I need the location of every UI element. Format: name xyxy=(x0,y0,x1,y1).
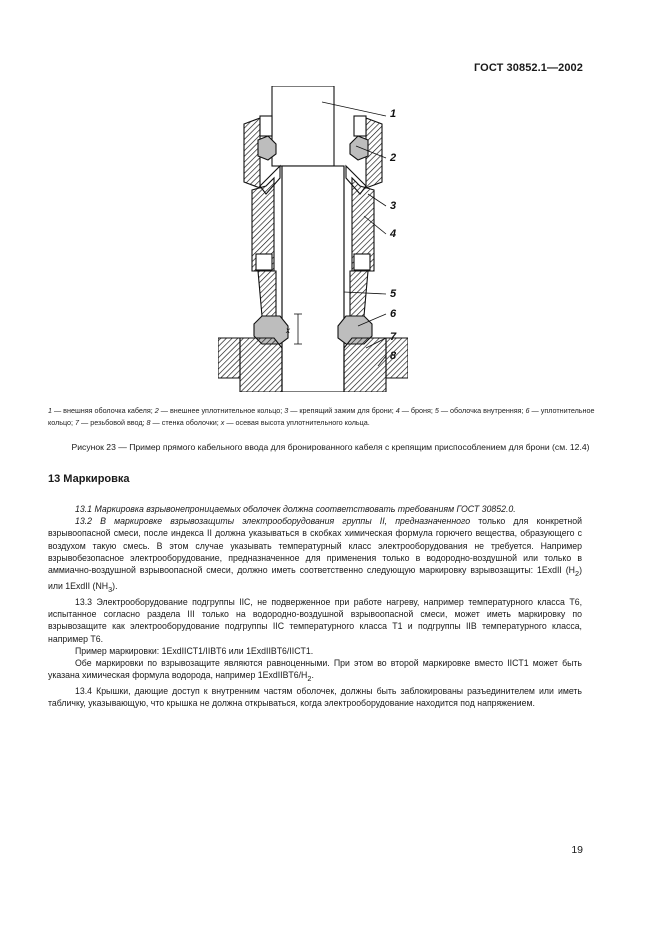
callout-8: 8 xyxy=(390,350,397,362)
section-body xyxy=(48,503,582,710)
dimension-x-label: x xyxy=(286,326,290,335)
document-header: ГОСТ 30852.1—2002 xyxy=(473,62,583,74)
figure-legend: 1 — внешняя оболочка кабеля; 2 — внешнее уплотнительное кольцо; 3 — крепящий зажим для брони; 4 — броня; 5 — оболочка внутренняя; 6 — уплотнительное кольцо; 7 — резьбовой ввод; 8 — стенка оболочки; x — осевая высота уплотнительного кольца. xyxy=(48,406,595,427)
callout-4: 4 xyxy=(390,228,397,240)
paragraph-13-2: 13.2 В маркировке взрывозащиты электрооборудования группы II, предназначенного только для конкретной взрывоопасной смеси, после индекса II должна указываться в скобках химическая формула горючего вещества, образующего с воздухом такую смесь. В этом случае указывать температурный класс электрооборудования не требуется. Например взрывобезопасное электрооборудование, предназначенное для применения только в водородно-воздушной или только в аммиачно-воздушной взрывоопасной смеси, должно иметь соответственно следующую маркировку взрывозащиты: 1ExdII $(H_2)$ или 1ExdII $(NH_3)$. xyxy=(48,516,582,594)
callout-2: 2 xyxy=(390,152,397,164)
paragraph-equivalence: Обе маркировки по взрывозащите являются равноценными. При этом во второй маркировке вместо IICT1 может быть указана химическая формула водорода, например $1ExdIIBT6/H_2$. xyxy=(48,657,582,683)
paragraph-13-3: 13.3 Электрооборудование подгруппы IIC, не подверженное при работе нагреву, например температурного класса T6, испытанное согласно раздела III только на водородно-воздушной взрывоопасной смеси, может иметь маркировку по взрывозащите как электрооборудование подгруппы IIC температурного класса T1 и подгруппы IIB температурного класса, например T6. xyxy=(48,596,582,644)
cable-entry-drawing xyxy=(218,86,408,392)
callout-7: 7 xyxy=(390,331,397,343)
paragraph-13-1: 13.1 Маркировка взрывонепроницаемых оболочек должна соответствовать требованиям ГОСТ 30852.0. xyxy=(75,504,516,514)
callout-6: 6 xyxy=(390,308,397,320)
callout-1: 1 xyxy=(390,108,397,120)
figure-caption: Рисунок 23 — Пример прямого кабельного ввода для бронированного кабеля с крепящим приспособлением для брони (см. 12.4) xyxy=(71,442,590,452)
section-heading: 13 Маркировка xyxy=(48,473,130,485)
paragraph-13-4: 13.4 Крышки, дающие доступ к внутренним частям оболочек, должны быть заблокированы разъединителем или иметь табличку, указывающую, что крышка не должна открываться, когда электрооборудование находится под напряжением. xyxy=(48,686,582,709)
paragraph-example: Пример маркировки: 1ExdIICT1/IIBT6 или 1ExdIIBT6/IICT1. xyxy=(75,645,314,656)
callout-5: 5 xyxy=(390,288,397,300)
page-number: 19 xyxy=(571,844,583,856)
callout-3: 3 xyxy=(390,200,397,212)
